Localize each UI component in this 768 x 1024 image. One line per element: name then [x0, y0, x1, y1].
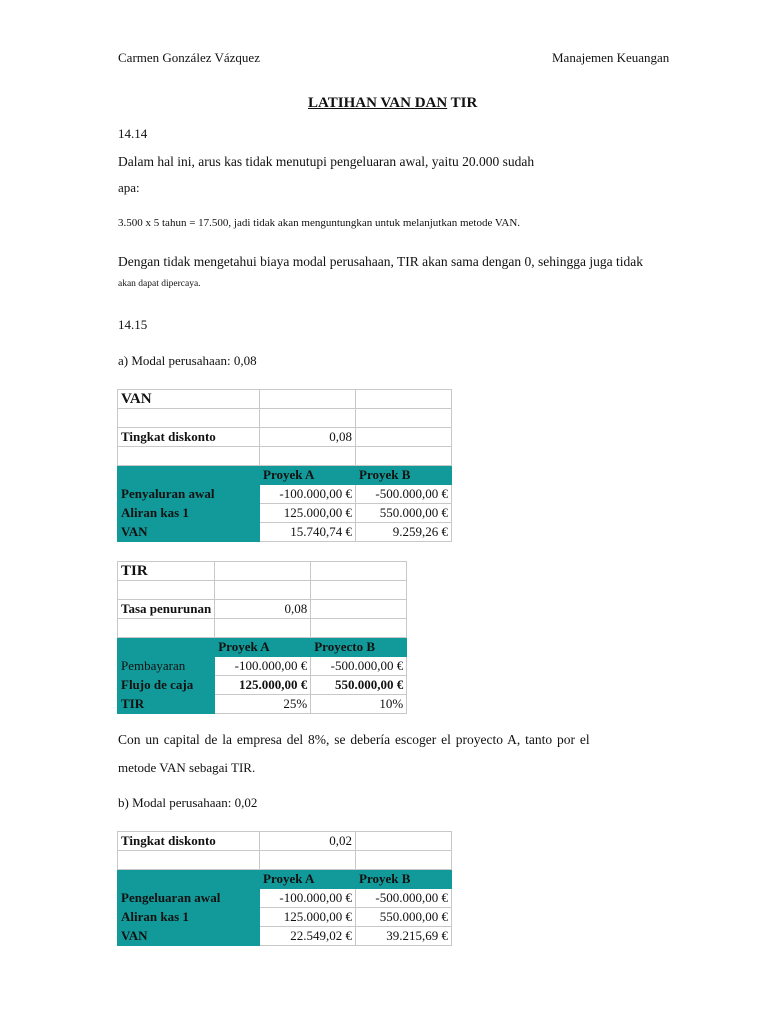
paragraph-line: apa: — [118, 180, 140, 195]
row-label: TIR — [118, 695, 215, 714]
rate-label: Tingkat diskonto — [118, 832, 260, 851]
table-cell: 550.000,00 € — [356, 908, 452, 927]
table-cell: 125.000,00 € — [260, 908, 356, 927]
row-label: VAN — [118, 523, 260, 542]
column-header: Proyek A — [260, 870, 356, 889]
table-cell: -500.000,00 € — [356, 889, 452, 908]
table-cell: 550.000,00 € — [356, 504, 452, 523]
page-title-underlined: LATIHAN VAN DAN — [308, 95, 448, 111]
page-title — [308, 95, 477, 112]
van-table-title: VAN — [118, 390, 260, 409]
table-cell: 15.740,74 € — [260, 523, 356, 542]
paragraph-line: Dengan tidak mengetahui biaya modal perusahaan, TIR akan sama dengan 0, sehingga juga tidak — [118, 254, 643, 269]
rate-value: 0,08 — [215, 600, 311, 619]
paragraph-line: 3.500 x 5 tahun = 17.500, jadi tidak akan menguntungkan untuk melanjutkan metode VAN. — [118, 217, 521, 229]
table-cell: -100.000,00 € — [260, 485, 356, 504]
table-cell: 39.215,69 € — [356, 927, 452, 946]
course-name: Manajemen Keuangan — [552, 50, 670, 65]
table-cell: 550.000,00 € — [311, 676, 407, 695]
row-label: Flujo de caja — [118, 676, 215, 695]
part-a-label: a) Modal perusahaan: 0,08 — [118, 353, 257, 368]
table-cell: 22.549,02 € — [260, 927, 356, 946]
tir-table — [117, 561, 407, 714]
question-number-1415: 14.15 — [118, 317, 148, 332]
table-cell: -100.000,00 € — [215, 657, 311, 676]
row-label: Aliran kas 1 — [118, 504, 260, 523]
row-label: Pengeluaran awal — [121, 890, 221, 905]
rate-value: 0,08 — [260, 428, 356, 447]
paragraph-line: akan dapat dipercaya. — [118, 279, 201, 289]
tir-table-title: TIR — [118, 562, 215, 581]
rate-label: Tasa penurunan — [121, 601, 212, 616]
page-title-rest: TIR — [447, 95, 478, 111]
table-cell: -100.000,00 € — [260, 889, 356, 908]
column-header: Proyek B — [356, 466, 452, 485]
van-table-b — [117, 831, 452, 946]
table-cell: 125.000,00 € — [260, 504, 356, 523]
row-label: Aliran kas 1 — [118, 908, 260, 927]
row-label: Pembayaran — [118, 657, 215, 676]
table-cell: -500.000,00 € — [311, 657, 407, 676]
question-number-1414: 14.14 — [118, 126, 148, 141]
table-cell: 125.000,00 € — [215, 676, 311, 695]
conclusion-line: Con un capital de la empresa del 8%, se debería escoger el proyecto A, tanto por el — [118, 732, 590, 747]
column-header: Proyek B — [356, 870, 452, 889]
column-header: Proyek A — [260, 466, 356, 485]
rate-value: 0,02 — [260, 832, 356, 851]
part-b-label: b) Modal perusahaan: 0,02 — [118, 795, 258, 810]
table-cell: 9.259,26 € — [356, 523, 452, 542]
row-label: VAN — [118, 927, 260, 946]
rate-label: Tingkat diskonto — [118, 428, 260, 447]
van-table-a — [117, 389, 452, 542]
author-name: Carmen González Vázquez — [118, 50, 260, 65]
table-cell: -500.000,00 € — [356, 485, 452, 504]
table-cell: 25% — [215, 695, 311, 714]
conclusion-line: metode VAN sebagai TIR. — [118, 760, 256, 775]
paragraph-line: Dalam hal ini, arus kas tidak menutupi pengeluaran awal, yaitu 20.000 sudah — [118, 154, 535, 169]
column-header: Proyek A — [215, 638, 311, 657]
column-header: Proyecto B — [311, 638, 407, 657]
row-label: Penyaluran awal — [121, 486, 215, 501]
table-cell: 10% — [311, 695, 407, 714]
